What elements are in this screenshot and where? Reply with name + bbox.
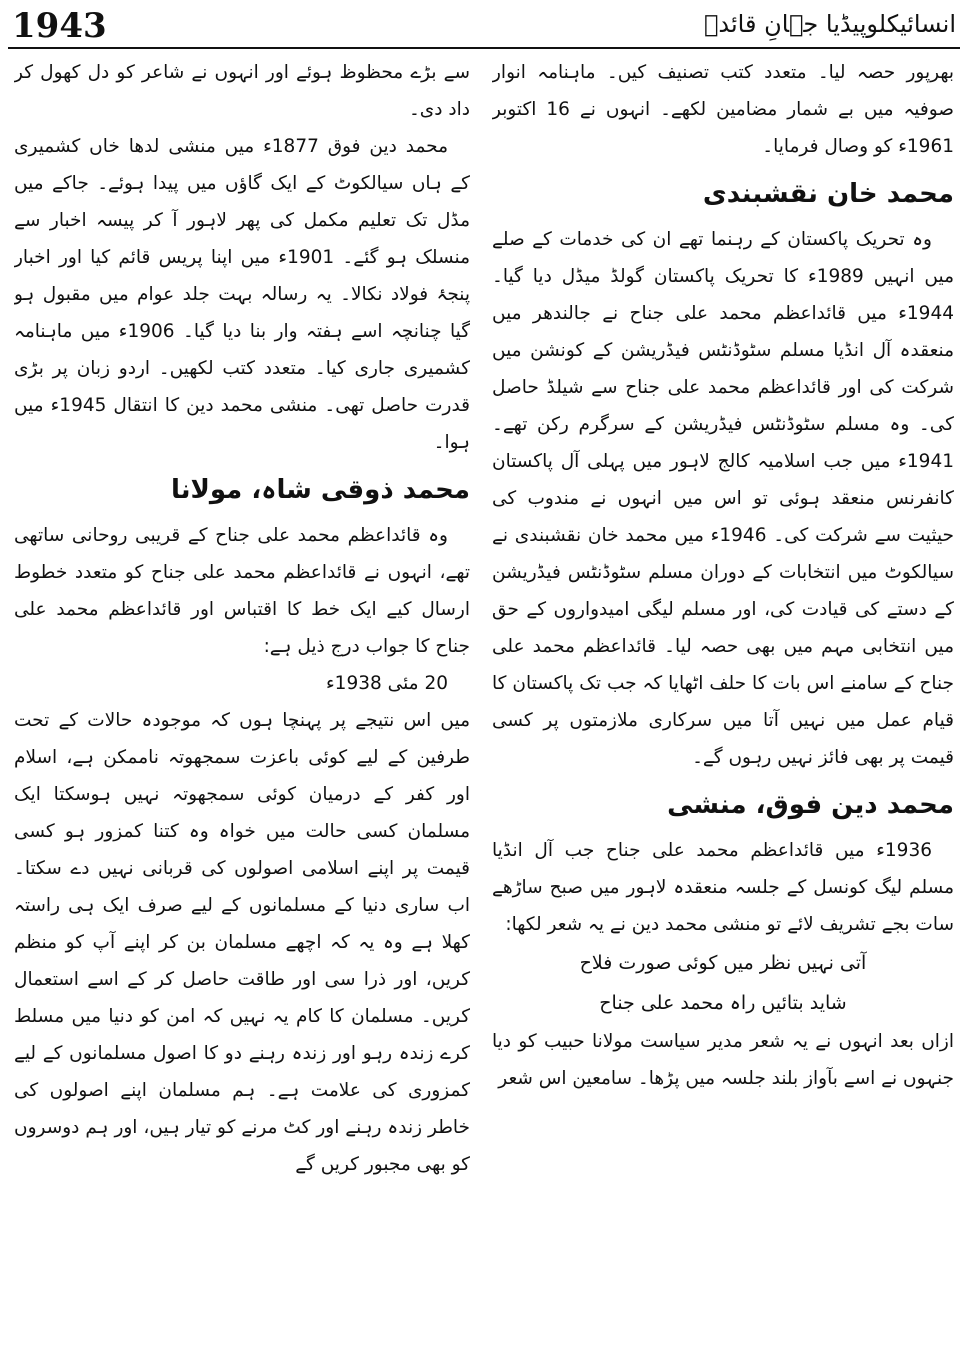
running-title: انسائیکلوپیڈیا جہانِ قائدؒ <box>704 10 956 38</box>
entry-heading-muhammad-din-fauq: محمد دین فوق، منشی <box>667 790 954 820</box>
page-number: 1943 <box>12 6 107 46</box>
right-column <box>492 54 954 1352</box>
entry-body-muhammad-khan-naqshbandi: وہ تحریک پاکستان کے رہنما تھے ان کی خدمات کے صلے میں انہیں 1989ء کا تحریک پاکستان گولڈ میڈل دیا گیا۔ 1944ء میں قائداعظم محمد علی جناح نے جالندھر میں منعقدہ آل انڈیا مسلم سٹوڈنٹس فیڈریشن کے کونشن میں شرکت کی اور قائداعظم محمد علی جناح سے شیلڈ حاصل کی۔ وہ مسلم سٹوڈنٹس فیڈریشن کے سرگرم رکن تھے۔ 1941ء میں جب اسلامیہ کالج لاہور میں پہلی آل پاکستان کانفرنس منعقد ہوئی تو اس میں انہوں نے مندوب کی حیثیت سے شرکت کی۔ 1946ء میں محمد خان نقشبندی نے سیالکوٹ میں انتخابات کے دوران مسلم سٹوڈنٹس فیڈریشن کے دستے کی قیادت کی، اور مسلم لیگی امیدواروں کے حق میں انتخابی مہم میں بھی حصہ لیا۔ قائداعظم محمد علی جناح کے سامنے اس بات کا حلف اٹھایا کہ جب تک پاکستان کا قیام عمل میں نہیں آتا میں سرکاری ملازمتوں پر کسی قیمت پر بھی فائز نہیں رہوں گے۔ <box>492 229 954 768</box>
entry-heading-muhammad-khan-naqshbandi: محمد خان نقشبندی <box>702 179 954 209</box>
verse-line-1: آتی نہیں نظر میں کوئی صورت فلاح <box>579 952 867 974</box>
letter-date: 20 مئی 1938ء <box>325 673 448 694</box>
page-header <box>8 0 960 48</box>
entry-body-muhammad-din-fauq: 1936ء میں قائداعظم محمد علی جناح جب آل انڈیا مسلم لیگ کونسل کے جلسہ منعقدہ لاہور میں صبح ساڑھے سات بجے تشریف لائے تو منشی محمد دین نے یہ شعر لکھا: <box>492 840 954 935</box>
entry-body-muhammad-zauqi-shah: وہ قائداعظم محمد علی جناح کے قریبی روحانی ساتھی تھے، انہوں نے قائداعظم محمد علی جناح کو متعدد خطوط ارسال کیے ایک خط کا اقتباس اور قائداعظم محمد علی جناح کا جواب درج ذیل ہے: <box>14 525 470 657</box>
entry-heading-muhammad-zauqi-shah: محمد ذوقی شاہ، مولانا <box>171 475 470 505</box>
letter-body: میں اس نتیجے پر پہنچا ہوں کہ موجودہ حالات کے تحت طرفین کے لیے کوئی باعزت سمجھوتہ ناممکن ہے، اسلام اور کفر کے درمیان کوئی سمجھوتہ نہیں ہوسکتا ایک مسلمان کسی حالت میں خواہ وہ کتنا کمزور ہو کسی قیمت پر اپنے اسلامی اصولوں کی قربانی نہیں دے سکتا۔ اب ساری دنیا کے مسلمانوں کے لیے صرف ایک ہی راستہ کھلا ہے وہ یہ کہ اچھے مسلمان بن کر اپنے آپ کو منظم کریں، اور ذرا سی اور طاقت حاصل کر کے اسے استعمال کریں۔ مسلمان کا کام یہ نہیں کہ امن کو دنیا میں مسلط کرے زندہ رہو اور زندہ رہنے دو کا اصول مسلمانوں کے لیے کمزوری کی علامت ہے۔ ہم مسلمان اپنے اصولوں کی خاطر زندہ رہنے اور کٹ مرنے کو تیار ہیں، اور ہم دوسروں کو بھی مجبور کریں گے <box>14 710 470 1175</box>
continued-paragraph: سے بڑے محظوظ ہوئے اور انہوں نے شاعر کو دل کھول کر داد دی۔ <box>14 62 470 120</box>
verse-line-2: شاید بتائیں راہ محمد علی جناح <box>599 992 847 1014</box>
intro-paragraph: بھرپور حصہ لیا۔ متعدد کتب تصنیف کیں۔ ماہنامہ انوار صوفیہ میں بے شمار مضامین لکھے۔ انہوں نے 16 اکتوبر 1961ء کو وصال فرمایا۔ <box>492 62 954 157</box>
left-column <box>14 54 470 1352</box>
header-rule <box>8 47 960 49</box>
entry-body-continued: ازاں بعد انہوں نے یہ شعر مدیر سیاست مولانا حبیب کو دیا جنہوں نے اسے بآواز بلند جلسہ میں پڑھا۔ سامعین اس شعر <box>492 1031 954 1089</box>
biography-paragraph: محمد دین فوق 1877ء میں منشی لدھا خاں کشمیری کے ہاں سیالکوٹ کے ایک گاؤں میں پیدا ہوئے۔ جاکے میں مڈل تک تعلیم مکمل کی پھر لاہور آ کر پیسہ اخبار سے منسلک ہو گئے۔ 1901ء میں اپنا پریس قائم کیا اور اخبار پنجۂ فولاد نکالا۔ یہ رسالہ بہت جلد عوام میں مقبول ہو گیا چنانچہ اسے ہفتہ وار بنا دیا گیا۔ 1906ء میں ماہنامہ کشمیری جاری کیا۔ متعدد کتب لکھیں۔ اردو زبان پر بڑی قدرت حاصل تھی۔ منشی محمد دین کا انتقال 1945ء میں ہوا۔ <box>14 136 470 453</box>
